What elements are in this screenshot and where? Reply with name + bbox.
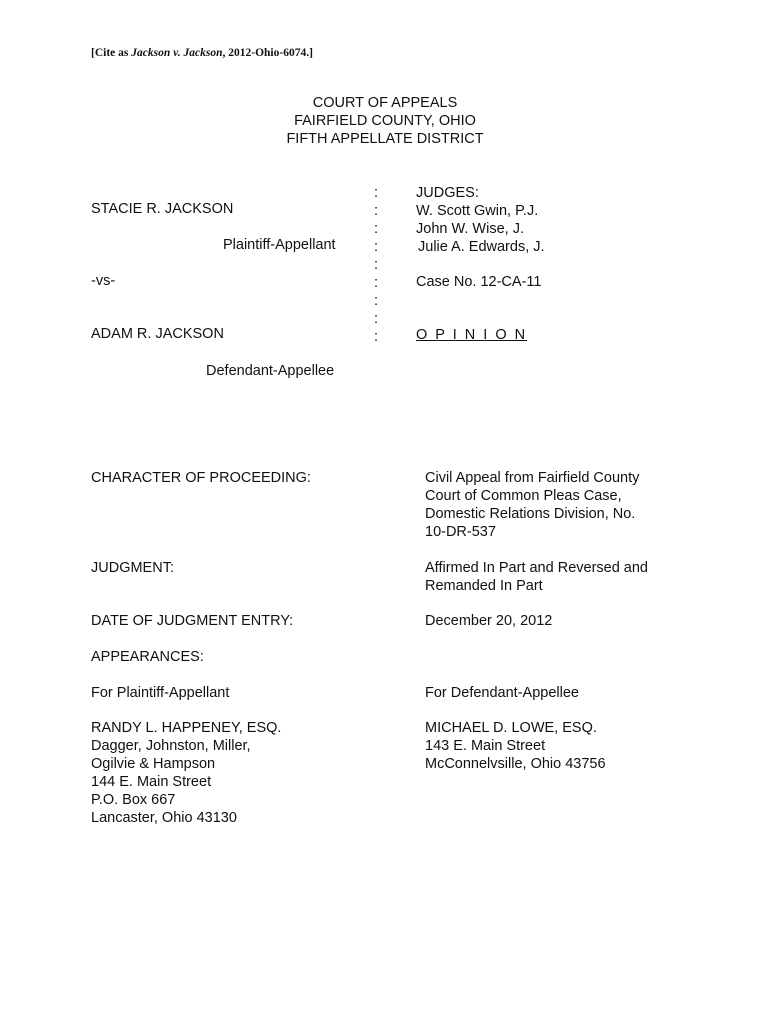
colon-mark: :	[374, 311, 379, 327]
judgment-label: JUDGMENT:	[91, 560, 174, 576]
counsel-line: Ogilvie & Hampson	[91, 756, 216, 772]
citation-case-name: Jackson v. Jackson	[131, 47, 223, 59]
counsel-line: 143 E. Main Street	[425, 738, 546, 754]
counsel-line: Dagger, Johnston, Miller,	[91, 738, 251, 754]
court-name: COURT OF APPEALS	[312, 95, 458, 111]
proceeding-line: Civil Appeal from Fairfield County	[425, 470, 640, 486]
appearances-label: APPEARANCES:	[91, 649, 204, 665]
proceeding-value	[425, 469, 639, 541]
colon-mark: :	[374, 203, 379, 219]
plaintiff-name: STACIE R. JACKSON	[91, 201, 234, 217]
colon-mark: :	[374, 329, 379, 345]
counsel-line: McConnelvsille, Ohio 43756	[425, 756, 606, 772]
colon-mark: :	[374, 239, 379, 255]
proceeding-line: Domestic Relations Division, No.	[425, 506, 636, 522]
citation-line	[91, 44, 313, 62]
citation-suffix: , 2012-Ohio-6074.]	[222, 47, 313, 59]
proceeding-line: Court of Common Pleas Case,	[425, 488, 622, 504]
proceeding-line: 10-DR-537	[425, 524, 496, 540]
caption-divider	[374, 184, 384, 346]
defendant-counsel-block	[425, 719, 606, 773]
colon-mark: :	[374, 185, 379, 201]
colon-mark: :	[374, 257, 379, 273]
citation-prefix: [Cite as	[91, 47, 132, 59]
colon-mark: :	[374, 275, 379, 291]
judge-name: John W. Wise, J.	[416, 221, 524, 237]
counsel-line: Lancaster, Ohio 43130	[91, 810, 237, 826]
judgment-line: Affirmed In Part and Reversed and	[425, 560, 648, 576]
defendant-counsel-heading: For Defendant-Appellee	[425, 685, 579, 701]
plaintiff-counsel-block	[91, 719, 281, 827]
counsel-line: P.O. Box 667	[91, 792, 176, 808]
colon-mark: :	[374, 293, 379, 309]
proceeding-label: CHARACTER OF PROCEEDING:	[91, 470, 311, 486]
case-number: Case No. 12-CA-11	[416, 274, 542, 290]
plaintiff-role: Plaintiff-Appellant	[223, 237, 336, 253]
counsel-line: 144 E. Main Street	[91, 774, 212, 790]
entry-date-value: December 20, 2012	[425, 613, 553, 629]
judgment-value	[425, 559, 648, 595]
defendant-name: ADAM R. JACKSON	[91, 326, 224, 342]
counsel-line: MICHAEL D. LOWE, ESQ.	[425, 720, 597, 736]
plaintiff-counsel-heading: For Plaintiff-Appellant	[91, 685, 230, 701]
defendant-role: Defendant-Appellee	[206, 363, 335, 379]
versus-label: -vs-	[91, 273, 116, 289]
judges-heading: JUDGES:	[416, 185, 479, 201]
judgment-line: Remanded In Part	[425, 578, 543, 594]
court-district: FIFTH APPELLATE DISTRICT	[286, 131, 484, 147]
colon-mark: :	[374, 221, 379, 237]
counsel-line: RANDY L. HAPPENEY, ESQ.	[91, 720, 282, 736]
opinion-label: O P I N I O N	[416, 327, 528, 343]
judge-name: Julie A. Edwards, J.	[418, 239, 545, 255]
judge-name: W. Scott Gwin, P.J.	[416, 203, 539, 219]
court-county: FAIRFIELD COUNTY, OHIO	[294, 113, 476, 129]
entry-date-label: DATE OF JUDGMENT ENTRY:	[91, 613, 294, 629]
